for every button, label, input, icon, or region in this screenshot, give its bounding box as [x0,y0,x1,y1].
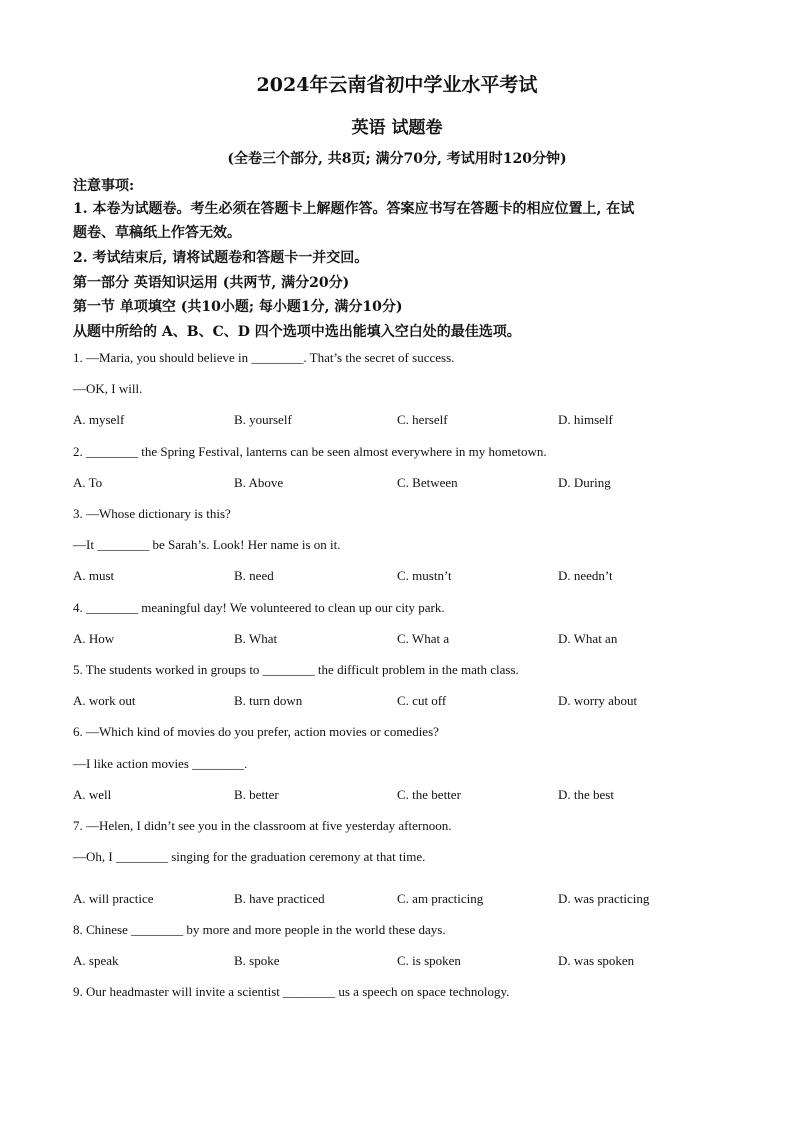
question-5-option-a: A. work out [73,693,136,708]
subsection-heading: 第一节 单项填空 (共10小题; 每小题1分, 满分10分) [73,299,403,315]
question-8-option-b: B. spoke [234,953,280,968]
question-1-option-a: A. myself [73,412,125,427]
question-6-stem: 6. —Which kind of movies do you prefer, action movies or comedies? [73,724,439,739]
question-7-stem: 7. —Helen, I didn’t see you in the classroom at five yesterday afternoon. [73,818,452,833]
question-1-option-c: C. herself [397,412,448,427]
question-8-option-a: A. speak [73,953,119,968]
question-5-option-d: D. worry about [558,693,638,708]
question-2-option-d: D. During [558,475,611,490]
question-7-option-c: C. am practicing [397,891,484,906]
question-6-option-d: D. the best [558,787,614,802]
question-6-reply: —I like action movies ________. [73,756,248,771]
question-7-option-a: A. will practice [73,891,154,906]
note-item-1: 1. 本卷为试题卷。考生必须在答题卡上解题作答。答案应书写在答题卡的相应位置上, 在试 [73,201,635,217]
section-instruction: 从题中所给的 A、B、C、D 四个选项中选出能填入空白处的最佳选项。 [73,324,521,340]
exam-title: 2024年云南省初中学业水平考试 [256,74,538,96]
notes-heading: 注意事项: [73,178,135,194]
question-4-stem: 4. ________ meaningful day! We volunteered to clean up our city park. [73,600,445,615]
note-item-2: 2. 考试结束后, 请将试题卷和答题卡一并交回。 [73,250,369,266]
exam-info: (全卷三个部分, 共8页; 满分70分, 考试用时120分钟) [227,151,567,167]
question-8-option-d: D. was spoken [558,953,635,968]
question-4-option-d: D. What an [558,631,618,646]
question-4-option-b: B. What [234,631,278,646]
question-2-option-a: A. To [73,475,103,490]
question-4-option-a: A. How [73,631,115,646]
question-2-option-b: B. Above [234,475,284,490]
question-2-option-c: C. Between [397,475,458,490]
question-3-stem: 3. —Whose dictionary is this? [73,506,231,521]
question-6-option-b: B. better [234,787,279,802]
question-6-option-c: C. the better [397,787,461,802]
question-8-option-c: C. is spoken [397,953,461,968]
note-item-1-cont: 题卷、草稿纸上作答无效。 [73,225,241,241]
question-4-option-c: C. What a [397,631,450,646]
question-7-reply: —Oh, I ________ singing for the graduation ceremony at that time. [73,849,426,864]
question-5-option-b: B. turn down [234,693,303,708]
question-5-option-c: C. cut off [397,693,447,708]
question-6-option-a: A. well [73,787,112,802]
question-2-stem: 2. ________ the Spring Festival, lanterns can be seen almost everywhere in my hometown. [73,444,547,459]
question-1-option-b: B. yourself [234,412,292,427]
question-1-stem: 1. —Maria, you should believe in ________. That’s the secret of success. [73,350,455,365]
question-1-option-d: D. himself [558,412,613,427]
question-9-stem: 9. Our headmaster will invite a scientist ________ us a speech on space technology. [73,984,510,999]
question-8-stem: 8. Chinese ________ by more and more people in the world these days. [73,922,446,937]
part-heading: 第一部分 英语知识运用 (共两节, 满分20分) [73,275,350,291]
question-3-option-a: A. must [73,568,115,583]
question-3-option-b: B. need [234,568,274,583]
question-3-option-c: C. mustn’t [397,568,452,583]
question-3-reply: —It ________ be Sarah’s. Look! Her name is on it. [73,537,341,552]
question-7-option-d: D. was practicing [558,891,650,906]
question-3-option-d: D. needn’t [558,568,613,583]
question-1-reply: —OK, I will. [73,381,143,396]
exam-subject: 英语 试题卷 [351,118,443,138]
question-5-stem: 5. The students worked in groups to ________ the difficult problem in the math class. [73,662,519,677]
question-7-option-b: B. have practiced [234,891,325,906]
